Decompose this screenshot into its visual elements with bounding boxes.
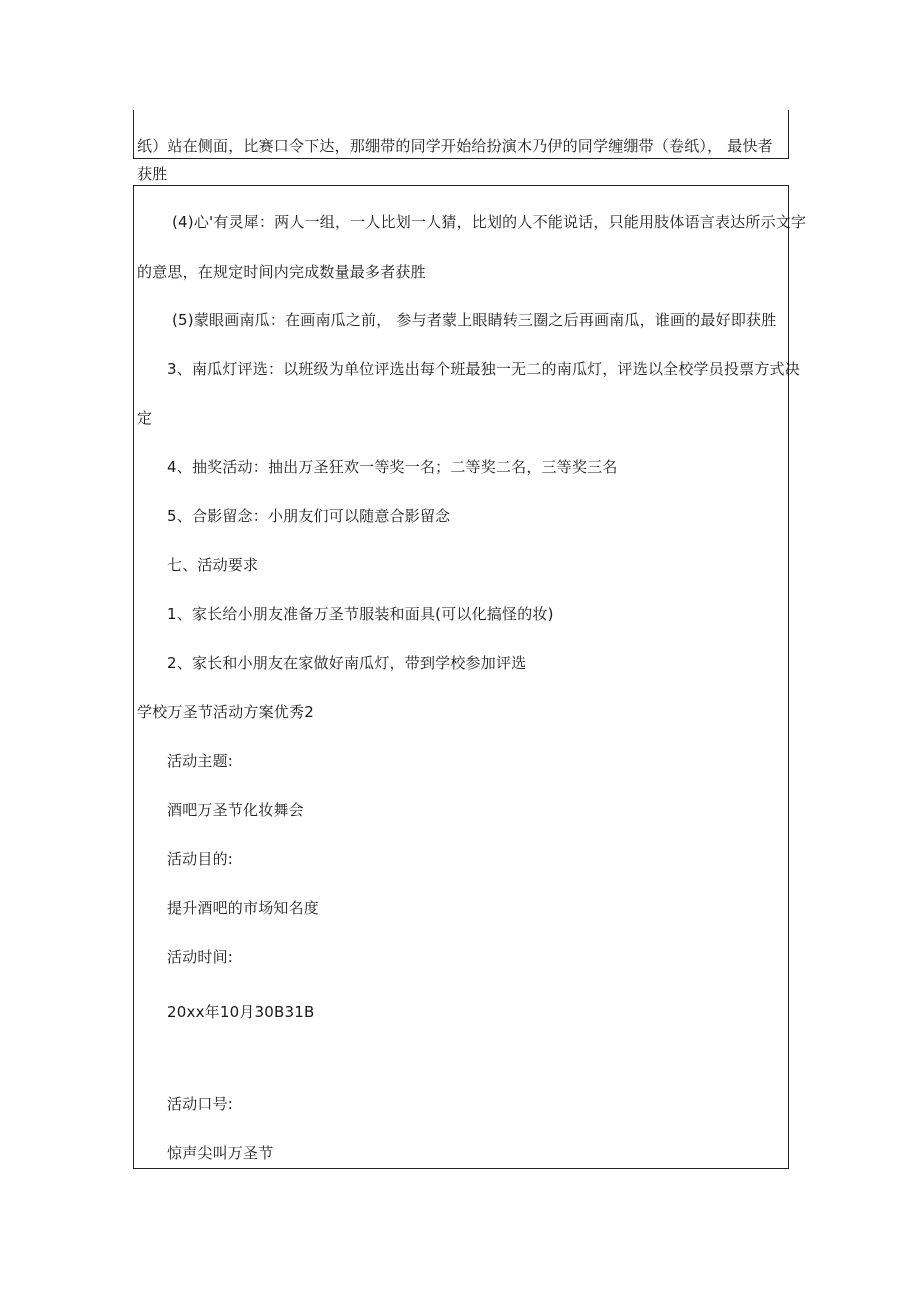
paragraph-line: 纸）站在侧面，比赛口令下达，那绷带的同学开始给扮演木乃伊的同学缠绷带（卷纸）， 最快者 bbox=[137, 137, 773, 155]
paragraph-line: 3、南瓜灯评选：以班级为单位评选出每个班最独一无二的南瓜灯，评选以全校学员投票方式决 bbox=[167, 360, 800, 378]
paragraph-line: 的意思，在规定时间内完成数量最多者获胜 bbox=[137, 263, 426, 281]
paragraph-line: 5、合影留念：小朋友们可以随意合影留念 bbox=[167, 507, 451, 525]
document-title: 学校万圣节活动方案优秀2 bbox=[137, 703, 314, 721]
field-value: 20xx年10月30B31B bbox=[167, 1003, 315, 1021]
paragraph-line: 获胜 bbox=[137, 165, 168, 183]
field-label: 活动主题: bbox=[167, 752, 234, 770]
field-label: 活动目的: bbox=[167, 850, 234, 868]
field-value: 酒吧万圣节化妆舞会 bbox=[167, 801, 304, 819]
field-label: 活动口号: bbox=[167, 1095, 234, 1113]
paragraph-line: 定 bbox=[137, 409, 153, 427]
field-value: 提升酒吧的市场知名度 bbox=[167, 899, 320, 917]
field-value: 惊声尖叫万圣节 bbox=[167, 1144, 274, 1162]
field-label: 活动时间: bbox=[167, 948, 234, 966]
paragraph-line: 2、家长和小朋友在家做好南瓜灯，带到学校参加评选 bbox=[167, 654, 527, 672]
paragraph-line: (4)心'有灵犀：两人一组，一人比划一人猜，比划的人不能说话，只能用肢体语言表达所示文字 bbox=[172, 213, 807, 231]
paragraph-line: (5)蒙眼画南瓜：在画南瓜之前， 参与者蒙上眼睛转三圈之后再画南瓜，谁画的最好即获胜 bbox=[172, 311, 777, 329]
paragraph-line: 1、家长给小朋友准备万圣节服装和面具(可以化搞怪的妆) bbox=[167, 605, 554, 623]
paragraph-line: 4、抽奖活动：抽出万圣狂欢一等奖一名；二等奖二名，三等奖三名 bbox=[167, 458, 618, 476]
section-heading: 七、活动要求 bbox=[167, 556, 259, 574]
